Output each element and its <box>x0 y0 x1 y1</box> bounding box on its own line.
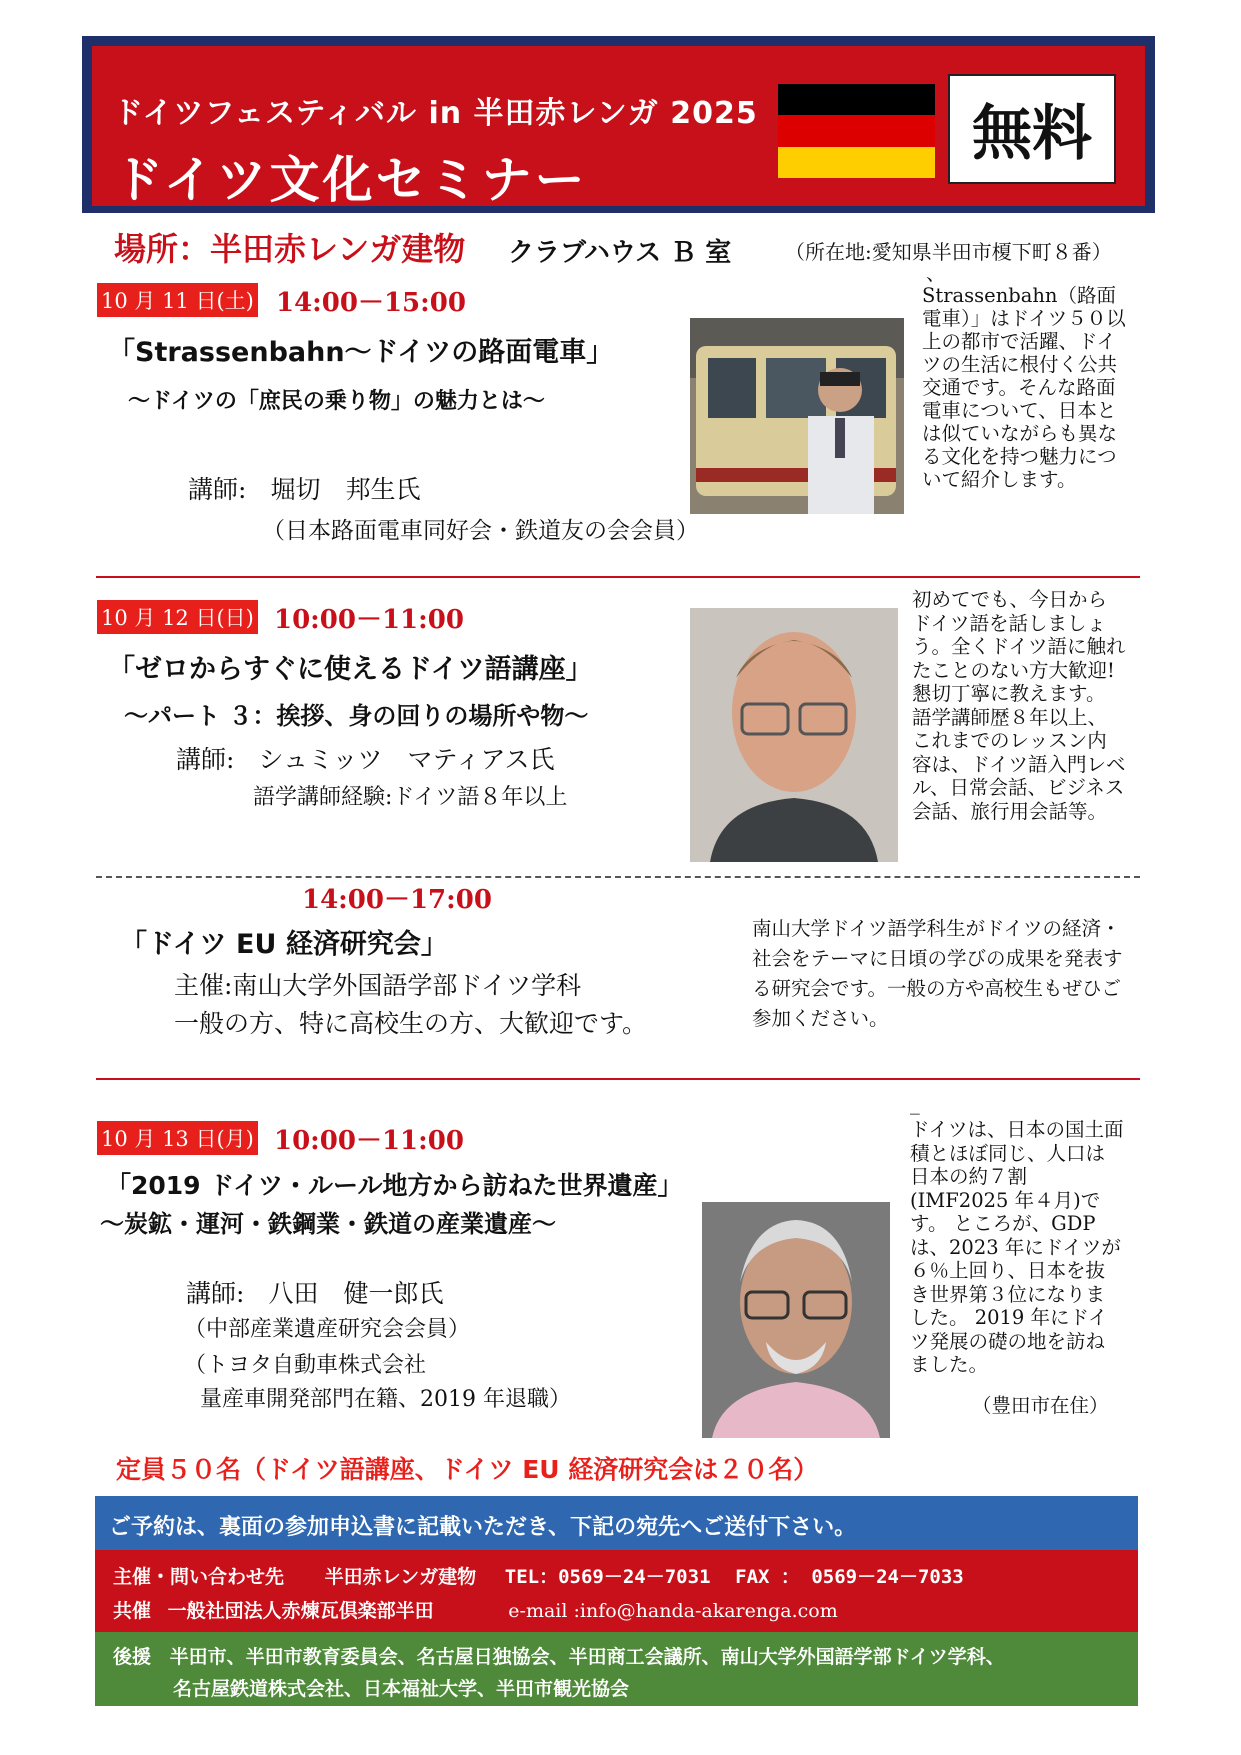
lecturer4-photo <box>702 1202 890 1438</box>
organizer-fax: FAX ： 0569－24－7033 <box>735 1566 964 1588</box>
organizer-name: 半田赤レンガ建物 <box>324 1566 477 1588</box>
session2-lecturer <box>176 740 554 776</box>
venue-address: （所在地:愛知県半田市榎下町８番） <box>785 240 1112 264</box>
lecturer-label: 講師: <box>186 1279 245 1308</box>
session4-time: 10:00－11:00 <box>274 1126 464 1156</box>
cohost-label: 共催 <box>113 1600 152 1622</box>
session4-date: 10 月 13 日(月) <box>97 1121 258 1155</box>
session1-title: 「Strassenbahn～ドイツの路面電車」 <box>108 337 614 368</box>
session1-description: Strassenbahn（路面電車）」はドイツ５０以上の都市で活躍、ドイツの生活に根付く公共交通です。そんな路面電車について、日本とは似ていながらも異なる文化を持つ魅力について紹介します。 <box>922 284 1126 491</box>
session2-title: 「ゼロからすぐに使えるドイツ語講座」 <box>108 654 593 685</box>
lecturer2-photo <box>690 608 898 862</box>
lecturer-name: 八田 健一郎氏 <box>268 1279 444 1308</box>
session3-title: 「ドイツ EU 経済研究会」 <box>120 929 448 960</box>
organizer-label: 主催・問い合わせ先 <box>113 1566 285 1588</box>
session1-lecturer <box>188 470 420 506</box>
lecturer-label: 講師: <box>188 475 247 504</box>
cohost-line <box>113 1596 838 1623</box>
divider <box>96 576 1140 578</box>
festival-title: ドイツフェスティバル in 半田赤レンガ 2025 <box>113 96 758 131</box>
session3-time: 14:00－17:00 <box>302 885 492 915</box>
divider-dashed <box>96 876 1140 878</box>
session4-affiliation1: （中部産業遺産研究会会員） <box>184 1317 471 1342</box>
support-list: 半田市、半田市教育委員会、名古屋日独協会、半田商工会議所、南山大学外国語学部ドイツ学科、 <box>169 1646 1005 1668</box>
support-line2: 名古屋鉄道株式会社、日本福祉大学、半田市観光協会 <box>173 1678 630 1700</box>
tram-photo <box>690 318 904 514</box>
seminar-title: ドイツ文化セミナー <box>113 151 588 209</box>
support-banner <box>95 1632 1138 1706</box>
lecturer-name: シュミッツ マティアス氏 <box>258 745 555 774</box>
session4-residence: （豊田市在住） <box>972 1394 1109 1417</box>
session4-affiliation3: 量産車開発部門在籍、2019 年退職） <box>200 1387 571 1412</box>
session3-host: 主催:南山大学外国語学部ドイツ学科 <box>174 971 582 1000</box>
session4-subtitle: ～炭鉱・運河・鉄鋼業・鉄道の産業遺産～ <box>100 1210 556 1238</box>
free-badge: 無料 <box>948 74 1116 184</box>
session4-affiliation2: （トヨタ自動車株式会社 <box>184 1353 427 1378</box>
reservation-text: ご予約は、裏面の参加申込書に記載いただき、下記の宛先へご送付下さい。 <box>109 1515 857 1540</box>
lecturer-label: 講師: <box>176 745 235 774</box>
session4-title: 「2019 ドイツ・ルール地方から訪ねた世界遺産」 <box>106 1171 683 1200</box>
lecturer-name: 堀切 邦生氏 <box>270 475 421 504</box>
session4-desc-mark: _ <box>910 1092 920 1115</box>
session2-time: 10:00－11:00 <box>274 605 464 635</box>
german-flag-icon <box>778 84 935 178</box>
support-line1 <box>113 1642 1005 1669</box>
session4-description: ドイツは、日本の国土面積とほぼ同じ、人口は日本の約７割(IMF2025 年４月)です。 ところが、GDP は、2023 年にドイツが６％上回り、日本を抜き世界第３位になりました。 2019 年にドイツ発展の礎の地を訪ねました。 <box>910 1118 1124 1376</box>
capacity-notice: 定員５０名（ドイツ語講座、ドイツ EU 経済研究会は２０名） <box>116 1455 819 1484</box>
venue-room: クラブハウス Ｂ 室 <box>508 238 732 268</box>
session1-affiliation: （日本路面電車同好会・鉄道友の会会員） <box>262 518 699 544</box>
cohost-name: 一般社団法人赤煉瓦倶楽部半田 <box>167 1600 434 1622</box>
organizer-line <box>113 1562 964 1589</box>
contact-email[interactable]: e-mail :info@handa-akarenga.com <box>508 1600 838 1622</box>
session1-subtitle: ～ドイツの「庶民の乗り物」の魅力とは～ <box>128 389 545 414</box>
session3-audience: 一般の方、特に高校生の方、大歓迎です。 <box>174 1009 648 1038</box>
session2-date: 10 月 12 日(日) <box>97 600 258 634</box>
venue-label: 場所：半田赤レンガ建物 <box>114 230 466 268</box>
support-label: 後援 <box>113 1646 152 1668</box>
session1-desc-mark: 、 <box>926 262 946 285</box>
session2-experience: 語学講師経験:ドイツ語８年以上 <box>253 785 568 810</box>
session2-subtitle: ～パート ３：挨拶、身の回りの場所や物～ <box>124 702 589 730</box>
session2-description: 初めてでも、今日からドイツ語を話しましょう。全くドイツ語に触れたことのない方大歓迎! 懇切丁寧に教えます。 語学講師歴８年以上、これまでのレッスン内容は、ドイツ語入門レベル、日常会話、ビジネス会話、旅行用会話等。 <box>912 588 1126 823</box>
reservation-banner <box>95 1496 1138 1550</box>
session3-description: 南山大学ドイツ語学科生がドイツの経済・社会をテーマに日頃の学びの成果を発表する研究会です。一般の方や高校生もぜひご参加ください。 <box>752 917 1123 1030</box>
session4-lecturer <box>186 1274 443 1310</box>
divider <box>96 1078 1140 1080</box>
organizer-banner <box>95 1550 1138 1632</box>
organizer-tel: TEL：0569－24－7031 <box>504 1566 711 1588</box>
session1-date: 10 月 11 日(土) <box>97 283 258 317</box>
session1-time: 14:00－15:00 <box>276 288 466 318</box>
